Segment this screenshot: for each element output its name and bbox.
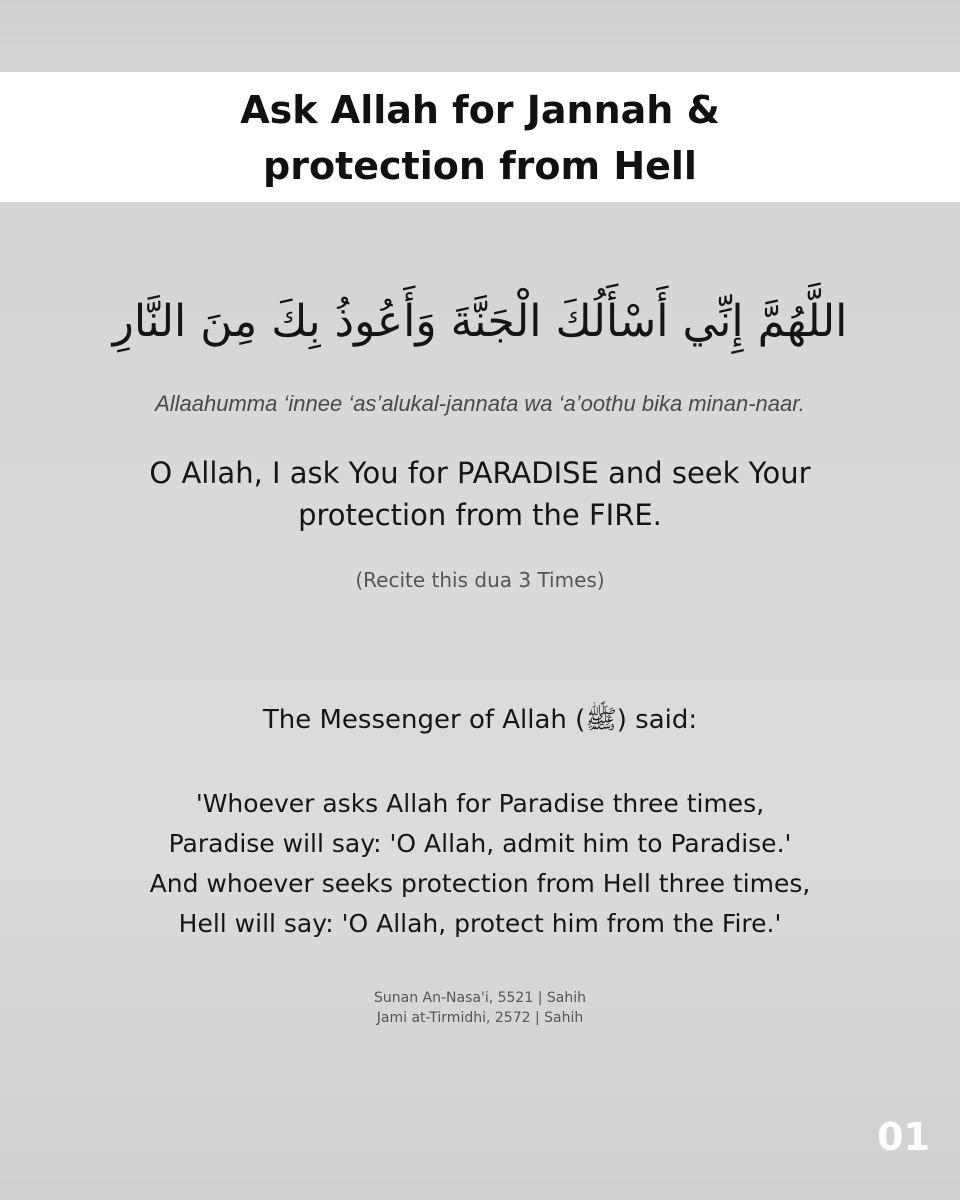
- dua-arabic-text: اللَّهُمَّ إِنِّي أَسْأَلُكَ الْجَنَّةَ وَأَعُوذُ بِكَ مِنَ النَّارِ: [112, 296, 848, 347]
- hadith-line-4: Hell will say: 'O Allah, protect him from the Fire.': [178, 909, 782, 938]
- page-number: 01: [877, 1115, 930, 1159]
- hadith-references: [0, 988, 960, 1028]
- hadith-line-3: And whoever seeks protection from Hell three times,: [149, 869, 811, 898]
- hadith-text: [0, 784, 960, 944]
- title-line-1: Ask Allah for Jannah &: [240, 88, 720, 132]
- top-background-strip: [0, 0, 960, 72]
- page-title: [0, 82, 960, 194]
- reference-tirmidhi: Jami at-Tirmidhi, 2572 | Sahih: [376, 1010, 584, 1026]
- dua-transliteration: Allaahumma ‘innee ‘as’alukal-jannata wa ‘a’oothu bika minan-naar.: [155, 391, 805, 416]
- reference-nasai: Sunan An-Nasa'i, 5521 | Sahih: [374, 990, 586, 1006]
- translation-line-2: protection from the FIRE.: [298, 498, 662, 532]
- translation-line-1: O Allah, I ask You for PARADISE and seek Your: [149, 456, 811, 490]
- hadith-line-2: Paradise will say: 'O Allah, admit him to Paradise.': [168, 829, 792, 858]
- recite-note: (Recite this dua 3 Times): [355, 568, 605, 592]
- hadith-intro: The Messenger of Allah (ﷺ) said:: [262, 705, 698, 735]
- hadith-line-1: 'Whoever asks Allah for Paradise three times,: [195, 789, 765, 818]
- title-line-2: protection from Hell: [263, 144, 697, 188]
- dua-translation: [0, 452, 960, 536]
